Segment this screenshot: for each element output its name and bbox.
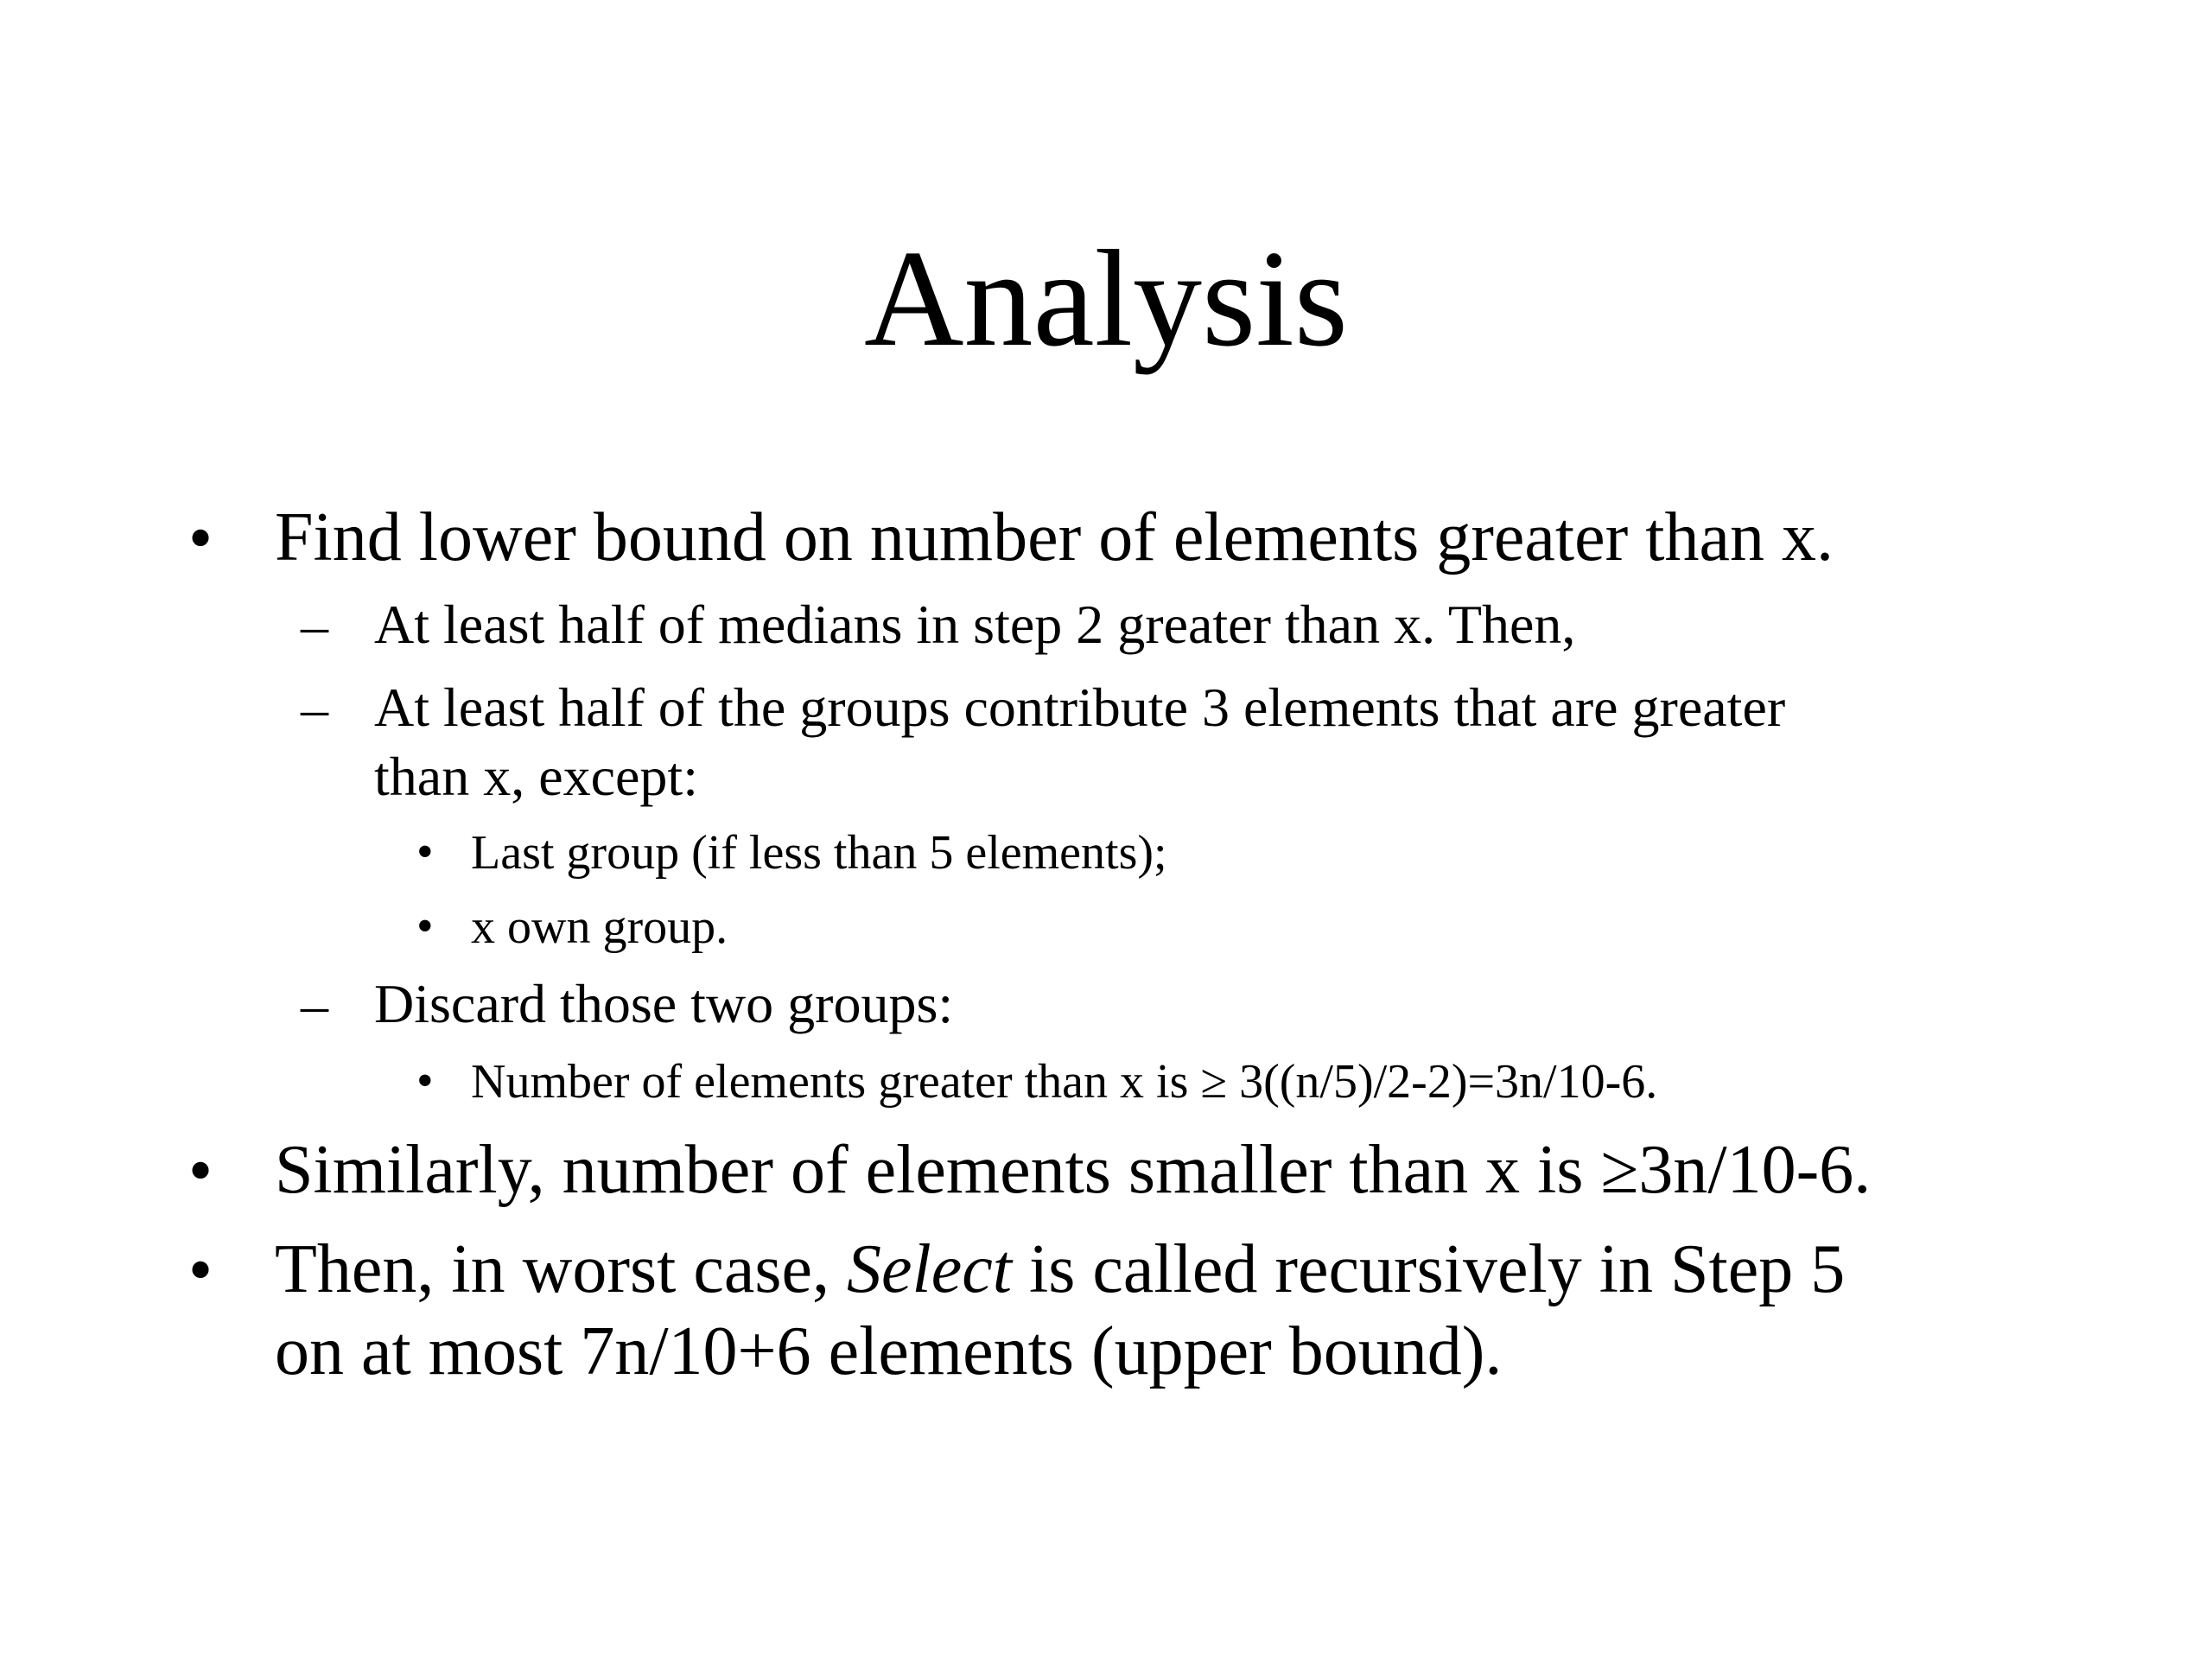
sub-bullet-text-line-2: than x, except: <box>374 746 698 807</box>
dash-marker: – <box>301 974 328 1035</box>
bullet-text-post: is called recursively in Step 5 <box>1012 1231 1846 1307</box>
bullet-text-line-2: on at most 7n/10+6 elements (upper bound). <box>275 1313 1503 1389</box>
bullet-text-pre: Then, in worst case, <box>275 1231 848 1307</box>
sub-bullet-text-line-1: At least half of the groups contribute 3 elements that are greater <box>374 677 1786 738</box>
bullet-marker: • <box>188 500 213 576</box>
bullet-text: Find lower bound on number of elements greater than x. <box>275 499 1834 575</box>
slide-title: Analysis <box>864 221 1348 375</box>
bullet-marker: • <box>188 1232 213 1308</box>
bullet-marker: • <box>416 825 434 879</box>
select-keyword: Select <box>847 1231 1013 1307</box>
sub-bullet-text: Discard those two groups: <box>374 973 954 1034</box>
bullet-marker: • <box>188 1133 213 1209</box>
bullet-marker: • <box>416 1054 434 1108</box>
sub-sub-bullet-text: Number of elements greater than x is ≥ 3((n/5)/2-2)=3n/10-6. <box>471 1055 1658 1109</box>
dash-marker: – <box>301 677 328 739</box>
sub-sub-bullet-text: x own group. <box>471 900 728 954</box>
sub-sub-bullet-text: Last group (if less than 5 elements); <box>471 826 1167 880</box>
dash-marker: – <box>301 594 328 656</box>
bullet-text-line-1 <box>275 1229 1845 1311</box>
bullet-text: Similarly, number of elements smaller than x is ≥3n/10-6. <box>275 1132 1872 1208</box>
bullet-marker: • <box>416 899 434 953</box>
sub-bullet-text: At least half of medians in step 2 greater than x. Then, <box>374 594 1576 655</box>
